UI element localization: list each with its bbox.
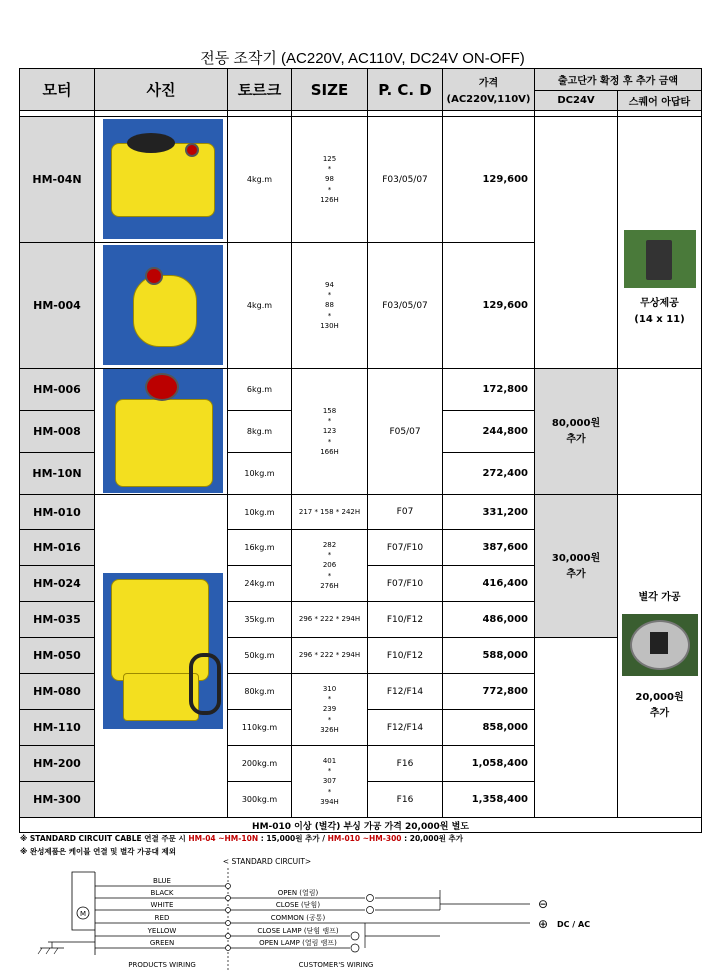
square-sep-price: 20,000원 bbox=[635, 692, 684, 703]
price-cell: 387,600 bbox=[443, 530, 535, 566]
price-cell: 858,000 bbox=[443, 710, 535, 746]
torque-cell: 300kg.m bbox=[228, 782, 292, 818]
note-completed: ※ 완성제품은 케이블 연결 및 별각 가공대 제외 bbox=[20, 847, 176, 856]
price-cell: 772,800 bbox=[443, 674, 535, 710]
torque-cell: 4kg.m bbox=[228, 117, 292, 243]
dc24v-group2 bbox=[535, 495, 618, 638]
wire-label: RED bbox=[154, 914, 170, 922]
product-table bbox=[19, 68, 702, 833]
model-cell: HM-050 bbox=[20, 638, 95, 674]
header-price-line2: (AC220V,110V) bbox=[446, 94, 531, 105]
torque-cell: 6kg.m bbox=[228, 369, 292, 411]
size-cell: 296 * 222 * 294H bbox=[292, 638, 368, 674]
minus-terminal-icon: ⊖ bbox=[537, 897, 549, 911]
function-label: CLOSE (닫힘) bbox=[275, 901, 321, 909]
header-price bbox=[443, 69, 535, 111]
header-dc24v: DC24V bbox=[535, 91, 618, 111]
model-cell: HM-10N bbox=[20, 453, 95, 495]
square-free-size: (14 x 11) bbox=[634, 314, 685, 325]
header-model: 모터 bbox=[20, 69, 95, 111]
torque-cell: 200kg.m bbox=[228, 746, 292, 782]
dc24v-group1-unit: 추가 bbox=[566, 433, 586, 445]
dc24v-group2-unit: 추가 bbox=[566, 569, 586, 580]
size-cell: 125 * 98 * 126H bbox=[292, 117, 368, 243]
model-cell: HM-024 bbox=[20, 566, 95, 602]
header-price-line1: 가격 bbox=[478, 78, 499, 89]
dc24v-group1-price: 80,000원 bbox=[551, 417, 601, 429]
torque-cell: 4kg.m bbox=[228, 243, 292, 369]
size-cell: 94 * 88 * 130H bbox=[292, 243, 368, 369]
dc24v-group1 bbox=[535, 369, 618, 495]
torque-cell: 16kg.m bbox=[228, 530, 292, 566]
model-cell: HM-035 bbox=[20, 602, 95, 638]
pcd-cell: F16 bbox=[368, 782, 443, 818]
torque-cell: 50kg.m bbox=[228, 638, 292, 674]
dc24v-empty bbox=[535, 117, 618, 369]
price-cell: 1,358,400 bbox=[443, 782, 535, 818]
header-size: SIZE bbox=[292, 69, 368, 111]
price-cell: 588,000 bbox=[443, 638, 535, 674]
header-square: 스퀘어 아답타 bbox=[618, 91, 702, 111]
products-wiring-label: PRODUCTS WIRING bbox=[128, 961, 196, 969]
price-cell: 272,400 bbox=[443, 453, 535, 495]
price-cell: 244,800 bbox=[443, 411, 535, 453]
adapter-photo bbox=[624, 230, 696, 288]
plus-terminal-icon: ⊕ bbox=[537, 917, 549, 931]
pcd-cell: F05/07 bbox=[368, 369, 443, 495]
model-cell: HM-008 bbox=[20, 411, 95, 453]
model-cell: HM-016 bbox=[20, 530, 95, 566]
customers-wiring-label: CUSTOMER'S WIRING bbox=[298, 961, 374, 969]
torque-cell: 10kg.m bbox=[228, 453, 292, 495]
size-cell: 401 * 307 * 394H bbox=[292, 746, 368, 818]
wire-label: WHITE bbox=[150, 901, 174, 909]
model-cell: HM-010 bbox=[20, 495, 95, 530]
wire-label: BLACK bbox=[150, 889, 174, 897]
model-cell: HM-080 bbox=[20, 674, 95, 710]
pcd-cell: F07/F10 bbox=[368, 566, 443, 602]
pcd-cell: F10/F12 bbox=[368, 638, 443, 674]
wire-label: YELLOW bbox=[147, 927, 177, 935]
model-cell: HM-006 bbox=[20, 369, 95, 411]
function-label: CLOSE LAMP (닫힘 램프) bbox=[257, 927, 339, 935]
size-cell: 217 * 158 * 242H bbox=[292, 495, 368, 530]
size-cell: 158 * 123 * 166H bbox=[292, 369, 368, 495]
pcd-cell: F16 bbox=[368, 746, 443, 782]
flange-photo bbox=[622, 614, 698, 676]
size-cell: 296 * 222 * 294H bbox=[292, 602, 368, 638]
pcd-cell: F07 bbox=[368, 495, 443, 530]
header-photo: 사진 bbox=[95, 69, 228, 111]
price-cell: 1,058,400 bbox=[443, 746, 535, 782]
motor-symbol: M bbox=[79, 910, 87, 918]
wiring-title: < STANDARD CIRCUIT> bbox=[222, 857, 312, 866]
torque-cell: 8kg.m bbox=[228, 411, 292, 453]
table-row bbox=[20, 117, 702, 243]
photo-hm006 bbox=[95, 369, 228, 495]
square-sep-unit: 추가 bbox=[649, 708, 670, 719]
wire-label: GREEN bbox=[149, 939, 175, 947]
torque-cell: 110kg.m bbox=[228, 710, 292, 746]
torque-cell: 80kg.m bbox=[228, 674, 292, 710]
model-cell: HM-004 bbox=[20, 243, 95, 369]
dc24v-group2-price: 30,000원 bbox=[551, 553, 601, 564]
torque-cell: 24kg.m bbox=[228, 566, 292, 602]
size-cell: 310 * 239 * 326H bbox=[292, 674, 368, 746]
wire-label: BLUE bbox=[153, 877, 171, 885]
torque-cell: 35kg.m bbox=[228, 602, 292, 638]
pcd-cell: F10/F12 bbox=[368, 602, 443, 638]
square-free-cell bbox=[618, 117, 702, 369]
model-cell: HM-110 bbox=[20, 710, 95, 746]
price-cell: 486,000 bbox=[443, 602, 535, 638]
dc24v-empty bbox=[535, 638, 618, 818]
photo-hm004 bbox=[95, 243, 228, 369]
price-cell: 416,400 bbox=[443, 566, 535, 602]
model-cell: HM-200 bbox=[20, 746, 95, 782]
header-pcd: P. C. D bbox=[368, 69, 443, 111]
supply-label: DC / AC bbox=[557, 920, 591, 929]
table-row bbox=[20, 369, 702, 411]
price-cell: 172,800 bbox=[443, 369, 535, 411]
pcd-cell: F07/F10 bbox=[368, 530, 443, 566]
table-footnote: HM-010 이상 (별각) 부싱 가공 가격 20,000원 별도 bbox=[20, 818, 702, 833]
photo-hm010-300 bbox=[95, 495, 228, 818]
header-extra: 출고단가 확정 후 추가 금액 bbox=[535, 69, 702, 91]
square-empty bbox=[618, 369, 702, 495]
function-label: COMMON (공통) bbox=[270, 914, 326, 922]
photo-hm04n bbox=[95, 117, 228, 243]
square-sep-cell bbox=[618, 495, 702, 818]
header-torque: 토르크 bbox=[228, 69, 292, 111]
function-label: OPEN (열림) bbox=[277, 889, 319, 897]
size-cell: 282 * 206 * 276H bbox=[292, 530, 368, 602]
price-cell: 129,600 bbox=[443, 243, 535, 369]
function-label: OPEN LAMP (열림 램프) bbox=[259, 939, 337, 947]
price-cell: 331,200 bbox=[443, 495, 535, 530]
note-cable: ※ STANDARD CIRCUIT CABLE 연결 주문 시 HM-04 ~HM-10N : 15,000원 추가 / HM-010 ~HM-300 : 20,000원 추가 bbox=[20, 834, 464, 843]
page-title: 전동 조작기 (AC220V, AC110V, DC24V ON-OFF) bbox=[200, 50, 525, 67]
pcd-cell: F03/05/07 bbox=[368, 243, 443, 369]
pcd-cell: F03/05/07 bbox=[368, 117, 443, 243]
pcd-cell: F12/F14 bbox=[368, 674, 443, 710]
square-free-label: 무상제공 bbox=[640, 298, 679, 309]
model-cell: HM-300 bbox=[20, 782, 95, 818]
torque-cell: 10kg.m bbox=[228, 495, 292, 530]
square-sep-label: 별각 가공 bbox=[638, 592, 681, 603]
price-cell: 129,600 bbox=[443, 117, 535, 243]
model-cell: HM-04N bbox=[20, 117, 95, 243]
wiring-diagram bbox=[0, 850, 725, 977]
pcd-cell: F12/F14 bbox=[368, 710, 443, 746]
table-row bbox=[20, 495, 702, 530]
